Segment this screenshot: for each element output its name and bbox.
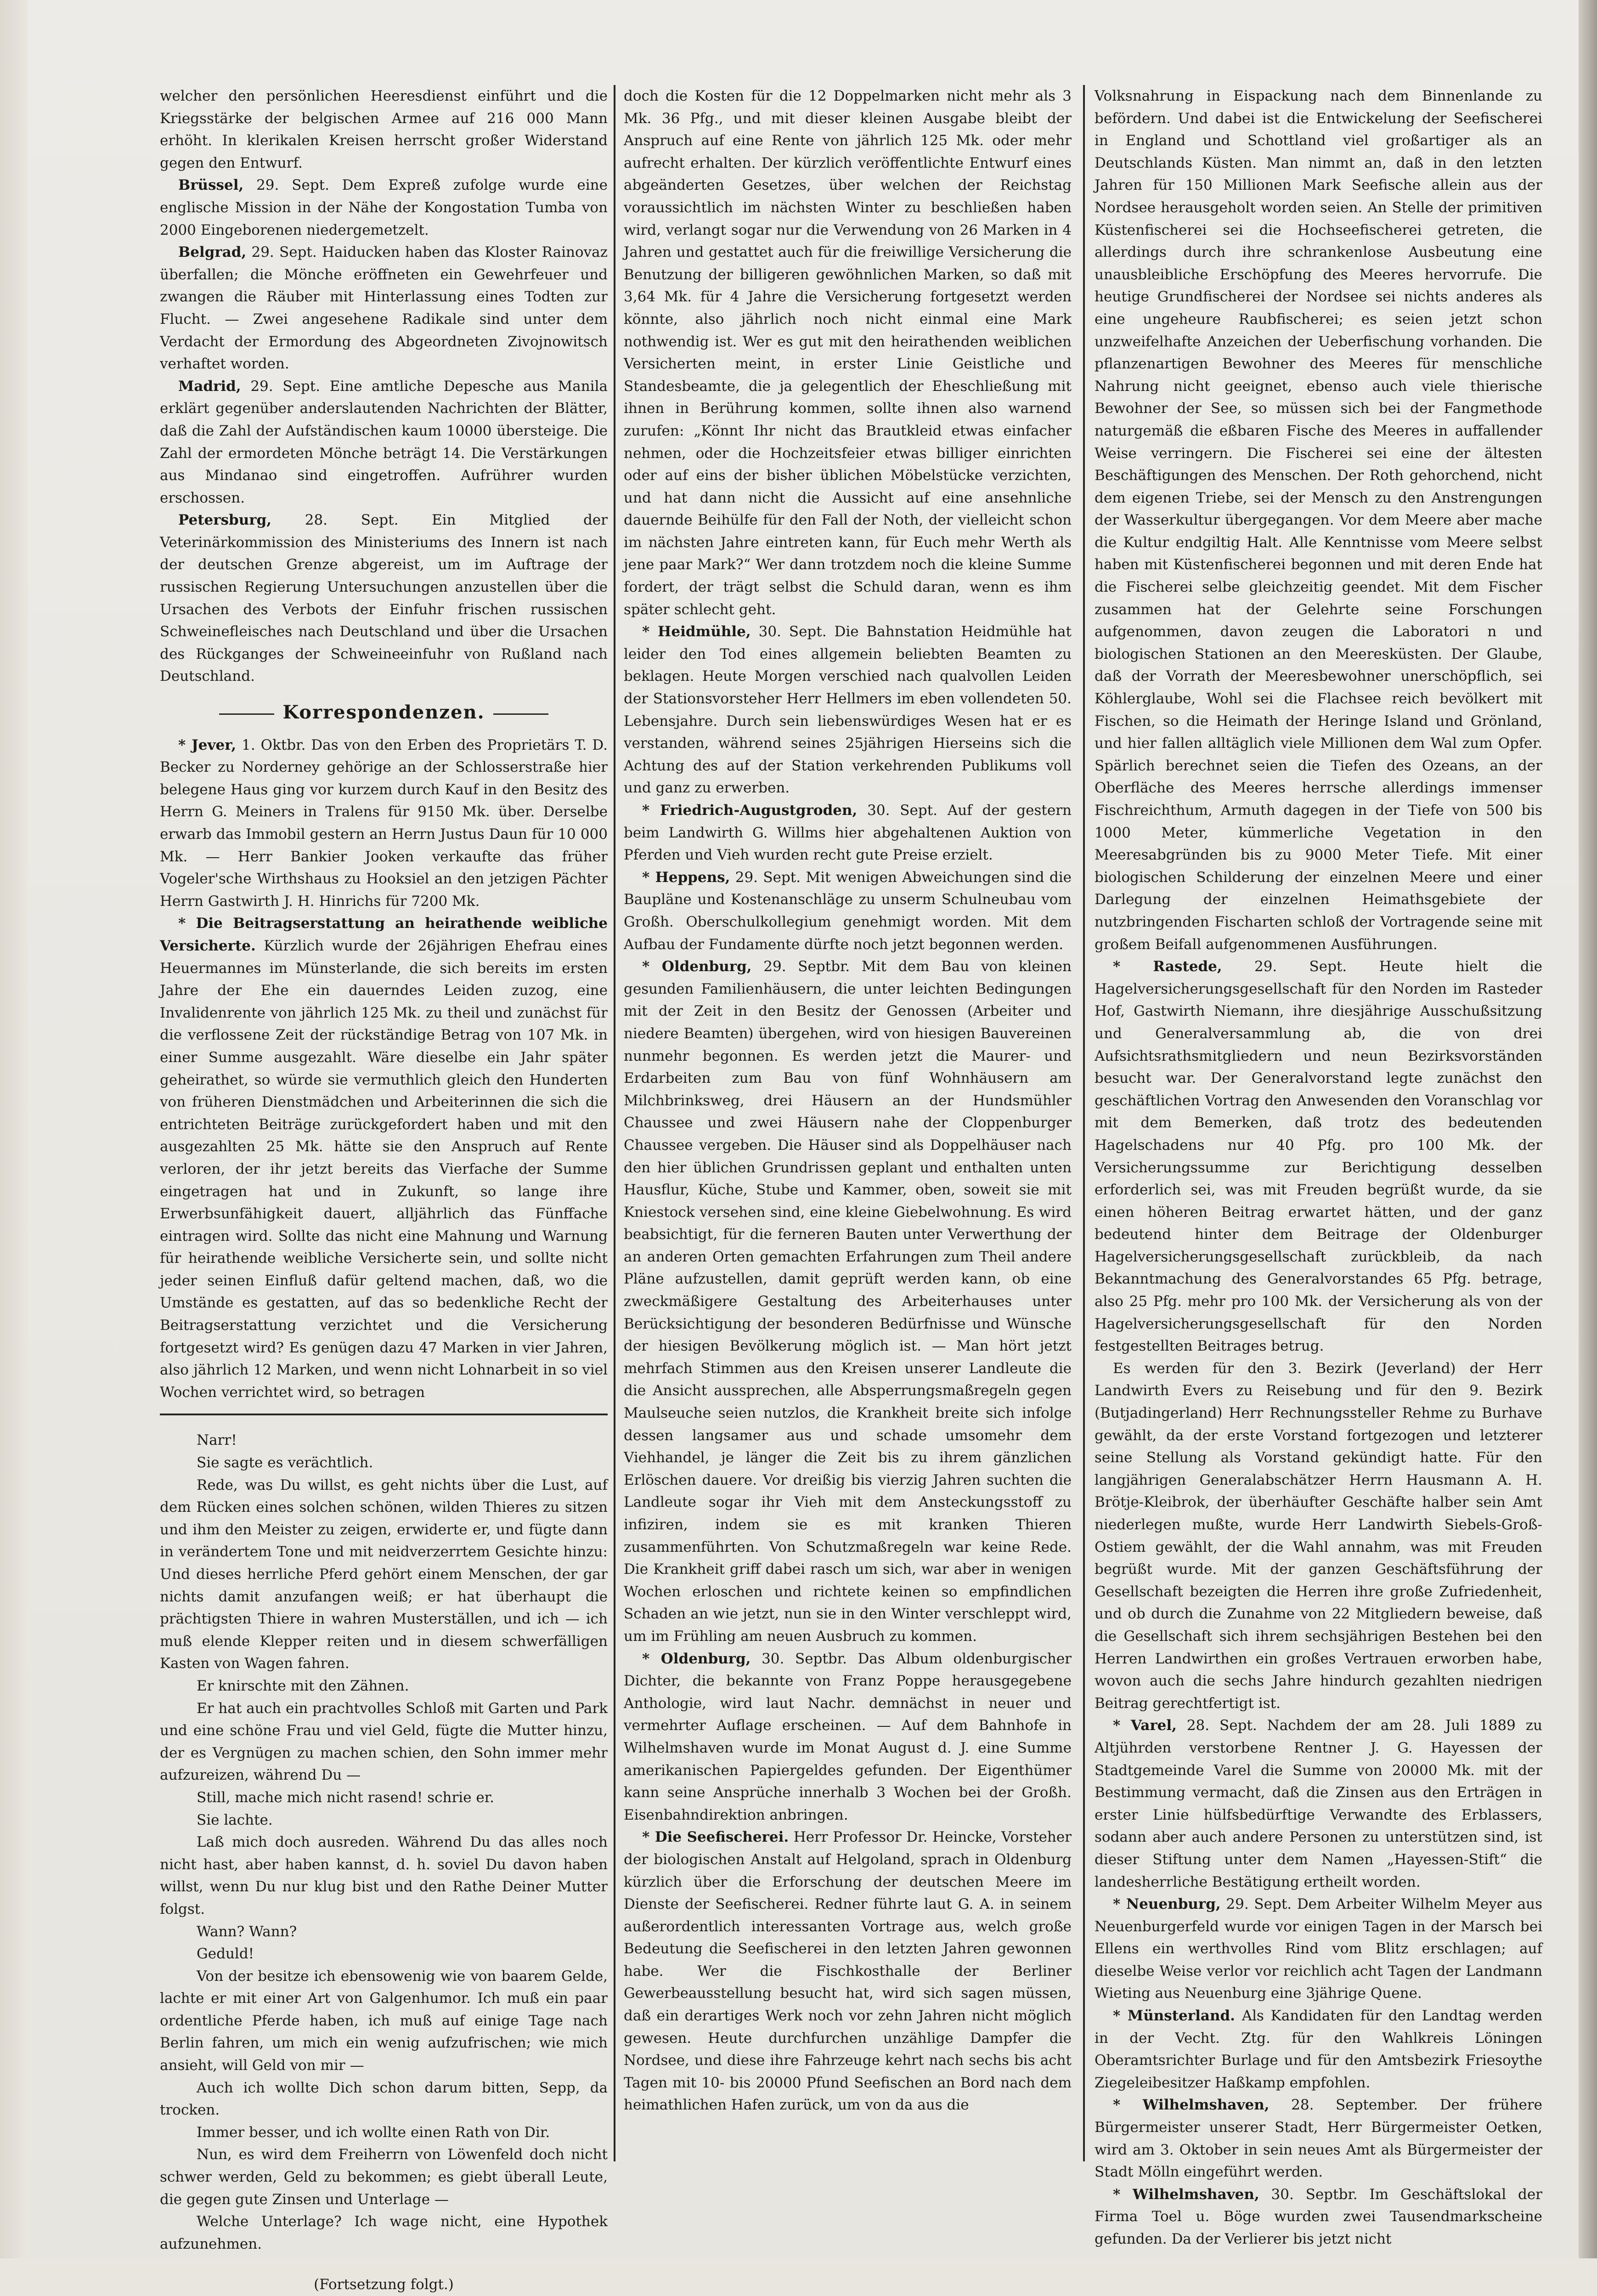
page-binding-edge bbox=[0, 0, 28, 2258]
dateline-heading: * Die Seefischerei. bbox=[642, 1829, 789, 1846]
dateline-heading: * Neuenburg, bbox=[1113, 1896, 1221, 1913]
text-paragraph bbox=[1095, 1357, 1542, 1715]
column-1 bbox=[160, 85, 608, 2293]
text-paragraph bbox=[624, 85, 1072, 621]
news-item bbox=[1095, 956, 1542, 1357]
item-text: 29. Septbr. Mit dem Bau von kleinen gesunden Familienhäusern, die unter leichten Bedingungen mit der Zeit in den Besitz der Genossen (Arbeiter und niedere Beamten) übergehen, wird von hiesigen Bauvereinen nunmehr begonnen. Es werden jetzt die Maurer- und Erdarbeiten zum Bau von fünf Wohnhäusern am Milchbrinksweg, drei Häusern an der Hundsmühler Chaussee und zwei Häusern nahe der Cloppenburger Chaussee vergeben. Die Häuser sind als Doppelhäuser nach den hier üblichen Grundrissen geplant und enthalten unten Hausflur, Küche, Stube und Kammer, oben, soweit sie mit Kniestock versehen sind, eine kleine Giebelwohnung. Es wird beabsichtigt, für die ferneren Bauten unter Verwerthung der an anderen Orten gemachten Erfahrungen zum Theil andere Pläne aufzustellen, damit geprüft werden kann, ob eine zweckmäßigere Gestaltung des Arbeiterhauses unter Berücksichtigung der besonderen Bedürfnisse und Wünsche der hiesigen Bevölkerung möglich ist. — Man hört jetzt mehrfach Stimmen aus den Kreisen unserer Landleute die die Ansicht aussprechen, alle Absperrungsmaßregeln gegen Maulseuche seien nutzlos, die Krankheit breite sich infolge dessen langsamer aus und schade umsomehr dem Viehhandel, je länger die Zeit bis zu ihrem gänzlichen Erlöschen dauere. Vor dreißig bis vierzig Jahren suchten die Landleute sogar ihr Vieh mit dem Ansteckungsstoff zu infiziren, indem sie es mit kranken Thieren zusammenführten. Von Schutzmaßregeln war keine Rede. Die Krankheit griff dabei rasch um sich, war aber in wenigen Wochen erloschen und richtete keinen so empfindlichen Schaden an wie jetzt, nun sie in den Winter verschleppt wird, um im Frühling am neuen Ausbruch zu kommen. bbox=[624, 958, 1072, 1645]
dateline-heading: * Varel, bbox=[1113, 1717, 1177, 1734]
story-paragraph: Er hat auch ein prachtvolles Schloß mit Garten und Park und eine schöne Frau und viel Geld, fügte die Mutter hinzu, der es Vergnügen zu machen schien, den Sohn immer mehr aufzureizen, während Du — bbox=[160, 1700, 608, 1784]
item-text: 30. Septbr. Im Geschäftslokal der Firma Toel u. Böge wurden zwei Tausendmarkscheine gefunden. Da der Verlierer bis jetzt nicht bbox=[1095, 2186, 1542, 2247]
item-text: Kürzlich wurde der 26jährigen Ehefrau eines Heuermannes im Münsterlande, die sich bereits im ersten Jahre der Ehe ein dauerndes Leiden zuzog, eine Invalidenrente von jährlich 125 Mk. zu theil und zunächst für die verflossene Zeit der rückständige Betrag von 107 Mk. in einer Summe ausgezahlt. Wäre dieselbe ein Jahr später geheirathet, so würde sie vermuthlich gleich den Hunderten von früheren Dienstmädchen und Arbeiterinnen die sich die entrichteten Beiträge zurückgefordert haben und mit den ausgezahlten 25 Mk. hätte sie den Anspruch auf Rente verloren, der ihr jetzt bereits das Vierfache der Summe eingetragen hat und in Zukunft, so lange ihre Erwerbsunfähigkeit dauert, alljährlich das Fünffache eintragen wird. Sollte das nicht eine Mahnung und Warnung für heirathende weibliche Versicherte sein, und sollte nicht jeder seinen Einfluß dafür geltend machen, daß, wo die Umstände es gestatten, auf das so bedenkliche Recht der Beitragserstattung verzichtet und die Versicherung fortgesetzt wird? Es genügen dazu 47 Marken in vier Jahren, also jährlich 12 Marken, und wenn nicht Lohnarbeit in so viel Wochen verrichtet wird, so betragen bbox=[160, 937, 608, 1401]
dateline-heading: Brüssel, bbox=[178, 177, 244, 194]
text-paragraph bbox=[1095, 85, 1542, 956]
continuation-note: (Fortsetzung folgt.) bbox=[314, 2276, 454, 2293]
dateline-heading: Madrid, bbox=[178, 378, 241, 395]
item-text: 28. Sept. Nachdem der am 28. Juli 1889 zu Altjührden verstorbene Rentner J. G. Hayessen der Stadtgemeinde Varel die Summe von 20000 Mk. mit der Bestimmung vermacht, daß die Zinsen aus den Erträgen in erster Linie hülfsbedürftige Verwandte des Erblassers, sodann aber auch andere Personen zu unterstützen sind, ist dieser Stiftung unter dem Namen „Hayessen-Stift“ die landesherrliche Bestätigung ertheilt worden. bbox=[1095, 1717, 1543, 1890]
news-item bbox=[624, 1826, 1072, 2116]
news-item bbox=[1095, 2005, 1542, 2094]
story-paragraph: Rede, was Du willst, es geht nichts über die Lust, auf dem Rücken eines solchen schönen, wilden Thieres zu sitzen und ihm den Meister zu zeigen, erwiderte er, und fügte dann in verändertem Tone und mit neidverzerrtem Gesichte hinzu: Und dieses herrliche Pferd gehört einem Menschen, der gar nichts damit anzufangen weiß; er hat überhaupt die prächtigsten Thiere in wahren Musterställen, und ich — ich muß elende Klepper reiten und in diesem schwerfälligen Kasten von Wagen fahren. bbox=[160, 1476, 608, 1672]
column-2 bbox=[624, 85, 1072, 2161]
item-text: 30. Sept. Die Bahnstation Heidmühle hat leider den Tod eines allgemein beliebten Beamten zu beklagen. Heute Morgen verschied nach qualvollen Leiden der Stationsvorsteher Herr Hellmers im eben vollendeten 50. Lebensjahre. Durch sein liebenswürdiges Wesen hat er es verstanden, während seines 25jährigen Hierseins sich die Achtung des auf der Station verkehrenden Publikums voll und ganz zu erwerben. bbox=[624, 623, 1072, 797]
dateline-heading: * Münsterland. bbox=[1113, 2008, 1235, 2025]
news-item bbox=[160, 734, 608, 913]
item-text: Als Kandidaten für den Landtag werden in der Vecht. Ztg. für den Wahlkreis Löningen Oberamtsrichter Burlage und für den Amtsbezirk Friesoythe Ziegeleibesitzer Haßkamp empfohlen. bbox=[1095, 2008, 1542, 2091]
item-text: 29. Sept. Eine amtliche Depesche aus Manila erklärt gegenüber anderslautenden Nachrichten der Blätter, daß die Zahl der Aufständischen kaum 10000 übersteige. Die Zahl der ermordeten Mönche beträgt 14. Die Verstärkungen aus Mindanao sind eingetroffen. Aufrührer wurden erschossen. bbox=[160, 378, 608, 506]
dateline-heading: * Oldenburg, bbox=[642, 1650, 751, 1667]
text-paragraph bbox=[160, 85, 608, 174]
dateline-heading: * Wilhelmshaven, bbox=[1113, 2097, 1270, 2114]
dateline-heading: * Friedrich-Augustgroden, bbox=[642, 802, 858, 819]
news-item bbox=[1095, 2094, 1542, 2183]
dateline-heading: * Wilhelmshaven, bbox=[1113, 2186, 1259, 2203]
column-rule bbox=[1083, 85, 1085, 2161]
dateline-heading: * Die Beitragserstattung an heirathende weibliche Versicherte. bbox=[160, 915, 608, 954]
dateline-heading: Belgrad, bbox=[178, 244, 247, 261]
item-text: 28. Sept. Ein Mitglied der Veterinärkommission des Ministeriums des Innern ist nach der deutschen Grenze abgereist, um im Auftrage der russischen Regierung Untersuchungen anzustellen über die Ursachen des Verbots der Einfuhr frischen russischen Schweinefleisches nach Deutschland und über die Ursachen des Rückganges der Schweineeinfuhr von Rußland nach Deutschland. bbox=[160, 512, 608, 685]
story-paragraph: Narr! bbox=[197, 1432, 237, 1449]
story-paragraph: Sie lachte. bbox=[197, 1811, 273, 1828]
news-item bbox=[160, 509, 608, 688]
item-text: 29. Sept. Haiducken haben das Kloster Rainovaz überfallen; die Mönche eröffneten ein Gewehrfeuer und zwangen die Räuber mit Hinterlassung eines Todten zur Flucht. — Zwei angesehene Radikale sind unter dem Verdacht der Ermordung des Abgeordneten Zivojnowitsch verhaftet worden. bbox=[160, 244, 608, 373]
story-paragraph: Nun, es wird dem Freiherrn von Löwenfeld doch nicht schwer werden, Geld zu bekommen; es giebt überall Leute, die gegen gute Zinsen und Unterlage — bbox=[160, 2146, 608, 2208]
section-heading-text: Korrespondenzen. bbox=[282, 701, 485, 724]
item-text: Herr Professor Dr. Heincke, Vorsteher der biologischen Anstalt auf Helgoland, sprach in Oldenburg kürzlich über die Erforschung der deutschen Meere im Dienste der Seefischerei. Redner führte laut G. A. in seinem außerordentlich interessanten Vortrage aus, welch große Bedeutung die Seefischerei in den letzten Jahren gewonnen habe. Wer die Fischkosthalle der Berliner Gewerbeausstellung besucht hat, wird sich sagen müssen, daß ein derartiges Werk noch vor zehn Jahren nicht möglich gewesen. Heute durchfurchen unzählige Dampfer die Nordsee, und diese ihre Fahrzeuge kehrt nach sechs bis acht Tagen mit 10- bis 20000 Pfund Seefischen an Bord nach dem heimathlichen Hafen zurück, um von da aus die bbox=[624, 1829, 1072, 2114]
news-item bbox=[160, 912, 608, 1403]
item-text: Es werden für den 3. Bezirk (Jeverland) der Herr Landwirth Evers zu Reisebung und für den 9. Bezirk (Butjadingerland) Herr Rechnungssteller Rehme zu Burhave gewählt, da der erste Vorstand fortgezogen und letzterer seine Stellung als Vorstand gekündigt hatte. Für den langjährigen Generalabschätzer Herrn Hausmann A. H. Brötje-Kleibrok, der überhäufter Geschäfte halber sein Amt niederlegen mußte, wurde Herr Landwirth Siebels-Groß-Ostiem gewählt, der die Wahl annahm, was mit Freuden begrüßt wurde. Mit der ganzen Geschäftsführung der Gesellschaft bezeigten die Herren ihre große Zufriedenheit, und ob durch die Zunahme von 22 Mitgliedern beweise, daß die Gesellschaft sich ihrem sechsjährigen Bestehen bei den Herren Landwirthen ein großes Vertrauen erworben habe, wovon auch die sechs Jahre hindurch gezahlten niedrigen Beitrag gerechtfertigt ist. bbox=[1095, 1360, 1542, 1712]
feuilleton-story bbox=[160, 1429, 608, 2255]
story-paragraph: Immer besser, und ich wollte einen Rath von Dir. bbox=[197, 2124, 550, 2141]
news-item bbox=[160, 375, 608, 509]
item-text: 1. Oktbr. Das von den Erben des Proprietärs T. D. Becker zu Norderney gehörige an der Schlosserstraße hier belegene Haus ging vor kurzem durch Kauf in den Besitz des Herrn G. Meiners in Tralens für 9150 Mk. über. Derselbe erwarb das Immobil gestern an Herrn Justus Daun für 10 000 Mk. — Herr Bankier Jooken verkaufte das früher Vogeler'sche Wirthshaus zu Hooksiel an den jetzigen Pächter Herrn Gastwirth J. H. Hinrichs für 7200 Mk. bbox=[160, 736, 608, 910]
story-paragraph: Geduld! bbox=[197, 1945, 254, 1962]
dateline-heading: * Jever, bbox=[178, 736, 237, 753]
news-item bbox=[624, 866, 1072, 956]
item-text: doch die Kosten für die 12 Doppelmarken nicht mehr als 3 Mk. 36 Pfg., und mit dieser kleinen Ausgabe bleibt der Anspruch auf eine Rente von jährlich 125 Mk. oder mehr aufrecht erhalten. Der kürzlich veröffentlichte Entwurf eines abgeänderten Gesetzes, über welchen der Reichstag voraussichtlich im nächsten Winter zu beschließen haben wird, verlangt sogar nur die Verwendung von 26 Marken in 4 Jahren und gestattet auch für die freiwillige Versicherung die Benutzung der billigeren gewöhnlichen Marken, so daß mit 3,64 Mk. für 4 Jahre die Versicherung fortgesetzt werden könnte, also jährlich noch nicht einmal eine Mark nothwendig ist. Wer es gut mit den heirathenden weiblichen Versicherten meint, in erster Linie Geistliche und Standesbeamte, die ja gelegentlich der Eheschließung mit ihnen in Berührung kommen, sollte ihnen also warnend zurufen: „Könnt Ihr nicht das Brautkleid etwas einfacher nehmen, oder die Hochzeitsfeier etwas billiger einrichten oder auf eins der bisher üblichen Möbelstücke verzichten, und hat dann nicht die Aussicht auf eine ansehnliche dauernde Beihülfe für den Fall der Noth, der vielleicht schon im nächsten Jahre eintreten kann, für Euch mehr Werth als jene paar Mark?“ Wer dann trotzdem noch die kleine Summe fordert, der trägt selbst die Schuld daran, wenn es ihm später schlecht geht. bbox=[624, 88, 1072, 618]
dateline-heading: Petersburg, bbox=[178, 512, 272, 529]
item-text: 29. Sept. Dem Arbeiter Wilhelm Meyer aus Neuenburgerfeld wurde vor einigen Tagen in der Marsch bei Ellens ein werthvolles Rind vom Blitz erschlagen; auf dieselbe Weise verlor vor reichlich acht Tagen der Landmann Wieting aus Neuenburg eine 3jährige Quene. bbox=[1095, 1896, 1542, 2002]
dateline-heading: * Heidmühle, bbox=[642, 623, 751, 640]
dateline-heading: * Rastede, bbox=[1113, 958, 1222, 975]
story-paragraph: Sie sagte es verächtlich. bbox=[197, 1454, 373, 1471]
item-text: 28. September. Der frühere Bürgermeister unserer Stadt, Herr Bürgermeister Oetken, wird am 3. Oktober in sein neues Amt als Bürgermeister der Stadt Mölln eingeführt werden. bbox=[1095, 2097, 1542, 2181]
page-right-edge bbox=[1579, 0, 1597, 2258]
news-item bbox=[1095, 1893, 1542, 2005]
news-item bbox=[624, 956, 1072, 1647]
news-item bbox=[624, 799, 1072, 866]
news-item bbox=[624, 621, 1072, 799]
item-text: 29. Sept. Mit wenigen Abweichungen sind die Baupläne und Kostenanschläge zu unserm Schulneubau vom Großh. Oberschulkollegium genehmigt worden. Mit dem Aufbau der Fundamente dürfte noch jetzt begonnen werden. bbox=[624, 869, 1072, 953]
feuilleton-divider bbox=[160, 1414, 608, 1415]
story-paragraph: Auch ich wollte Dich schon darum bitten, Sepp, da trocken. bbox=[160, 2079, 608, 2119]
item-text: welcher den persönlichen Heeresdienst einführt und die Kriegsstärke der belgischen Armee auf 216 000 Mann erhöht. In klerikalen Kreisen herrscht großer Widerstand gegen den Entwurf. bbox=[160, 88, 608, 171]
news-item bbox=[160, 174, 608, 241]
item-text: Volksnahrung in Eispackung nach dem Binnenlande zu befördern. Und dabei ist die Entwickelung der Seefischerei in England und Schottland viel großartiger als an Deutschlands Küsten. Man nimmt an, daß in den letzten Jahren für 150 Millionen Mark Seefische allein aus der Nordsee herausgeholt worden seien. An Stelle der primitiven Küstenfischerei sei die Hochseefischerei getreten, die allerdings durch ihre schrankenlose Ausbeutung eine unausbleibliche Erschöpfung des Meeres hervorrufe. Die heutige Grundfischerei der Nordsee sei nichts anderes als eine ungeheure Raubfischerei; es seien jetzt schon unzweifelhafte Anzeichen der Ueberfischung vorhanden. Die pflanzenartigen Bewohner des Meeres für menschliche Nahrung nicht geeignet, ebenso auch viele thierische Bewohner der See, so müssen sich bei der Fangmethode naturgemäß die eßbaren Fische des Meeres in auffallender Weise verringern. Die Fischerei sei eine der ältesten Beschäftigungen des Menschen. Der Roth gehorchend, nicht dem eigenen Triebe, sei der Mensch zu den Anstrengungen der Wasserkultur übergegangen. Vor dem Meere aber mache die Kultur endgiltig Halt. Alle Kenntnisse vom Meere selbst haben mit Küstenfischerei begonnen und mit deren Ende hat die Fischerei selbe gleichzeitig geendet. Mit dem Fischer zusammen hat der Gelehrte seine Forschungen aufgenommen, davon zeugen die Laboratori n und biologischen Stationen an den Meeresküsten. Der Glaube, daß der Vorrath der Meeresbewohner unerschöpflich, sei Köhlerglaube, Wohl sei die Flachsee reich bevölkert mit Fischen, so die Heimath der Heringe Island und Grönland, und hier fallen alltäglich viele Millionen dem Wal zum Opfer. Spärlich berechnet seien die Tiefen des Ozeans, an der Oberfläche des Meeres herrsche allerdings immenser Fischreichthum, Armuth dagegen in der Tiefe von 500 bis 1000 Meter, kümmerliche Vegetation in den Meeresabgründen bis zu 9000 Meter Tiefe. Mit einer biologischen Schilderung der einzelnen Meere und einer Darlegung der einzelnen Heimathsgebiete der nutzbringenden Fischarten schloß der Vortragende seine mit großem Beifall aufgenommenen Ausführungen. bbox=[1095, 88, 1542, 953]
story-paragraph: Von der besitze ich ebensowenig wie von baarem Gelde, lachte er mit einer Art von Galgenhumor. Ich muß ein paar ordentliche Pferde haben, ich muß auf einige Tage nach Berlin fahren, um mich ein wenig aufzufrischen; wie mich ansieht, will Geld von mir — bbox=[160, 1968, 608, 2074]
story-paragraph: Wann? Wann? bbox=[197, 1923, 297, 1940]
story-paragraph: Er knirschte mit den Zähnen. bbox=[197, 1677, 409, 1694]
story-paragraph: Still, mache mich nicht rasend! schrie er. bbox=[197, 1789, 495, 1806]
news-item bbox=[160, 241, 608, 375]
column-3 bbox=[1095, 85, 1543, 2247]
item-text: 29. Sept. Dem Expreß zufolge wurde eine englische Mission in der Nähe der Kongostation Tumba von 2000 Eingeborenen niedergemetzelt. bbox=[160, 177, 608, 238]
story-paragraph: Laß mich doch ausreden. Während Du das alles noch nicht hast, aber haben kannst, d. h. soviel Du davon haben willst, wenn Du nur klug bist und den Rathe Deiner Mutter folgst. bbox=[160, 1834, 608, 1917]
item-text: 30. Septbr. Das Album oldenburgischer Dichter, die bekannte von Franz Poppe herausgegebene Anthologie, wird laut Nachr. demnächst in neuer und vermehrter Auflage erscheinen. — Auf dem Bahnhofe in Wilhelmshaven wurde im Monat August d. J. eine Summe amerikanischen Papiergeldes gefunden. Der Eigenthümer kann seine Ansprüche innerhalb 3 Wochen bei der Großh. Eisenbahndirektion anbringen. bbox=[624, 1650, 1072, 1823]
news-item bbox=[1095, 2183, 1542, 2251]
item-text: 29. Sept. Heute hielt die Hagelversicherungsgesellschaft für den Norden im Rasteder Hof, Gastwirth Niemann, ihre diesjährige Ausschußsitzung und Generalversammlung ab, die von drei Aufsichtsrathsmitgliedern und neun Bezirksvorständen besucht war. Der Generalvorstand legte zunächst den geschäftlichen Vortrag den Anwesenden den Voranschlag vor mit dem Bemerken, daß trotz des bedeutenden Hagelschadens nur 40 Pfg. pro 100 Mk. der Versicherungssumme zur Berichtigung desselben erforderlich sei, was mit Freuden begrüßt wurde, da sie einen höheren Beitrag erwartet hätten, und der ganz bedeutend hinter dem Beitrage der Oldenburger Hagelversicherungsgesellschaft zurückbleib, da nach Bekanntmachung des Generalvorstandes 65 Pfg. betrage, also 25 Pfg. mehr pro 100 Mk. der Versicherung als von der Hagelversicherungsgesellschaft für den Norden festgestellten Beitrages betrug. bbox=[1095, 958, 1542, 1355]
news-item bbox=[1095, 1714, 1542, 1893]
news-item bbox=[624, 1648, 1072, 1827]
story-paragraph: Welche Unterlage? Ich wage nicht, eine Hypothek aufzunehmen. bbox=[160, 2213, 608, 2252]
section-heading bbox=[160, 701, 608, 724]
dateline-heading: * Oldenburg, bbox=[642, 958, 752, 975]
dateline-heading: * Heppens, bbox=[642, 869, 730, 886]
item-text: 30. Sept. Auf der gestern beim Landwirth G. Willms hier abgehaltenen Auktion von Pferden und Vieh wurden recht gute Preise erzielt. bbox=[624, 802, 1072, 864]
column-rule bbox=[614, 85, 615, 2161]
